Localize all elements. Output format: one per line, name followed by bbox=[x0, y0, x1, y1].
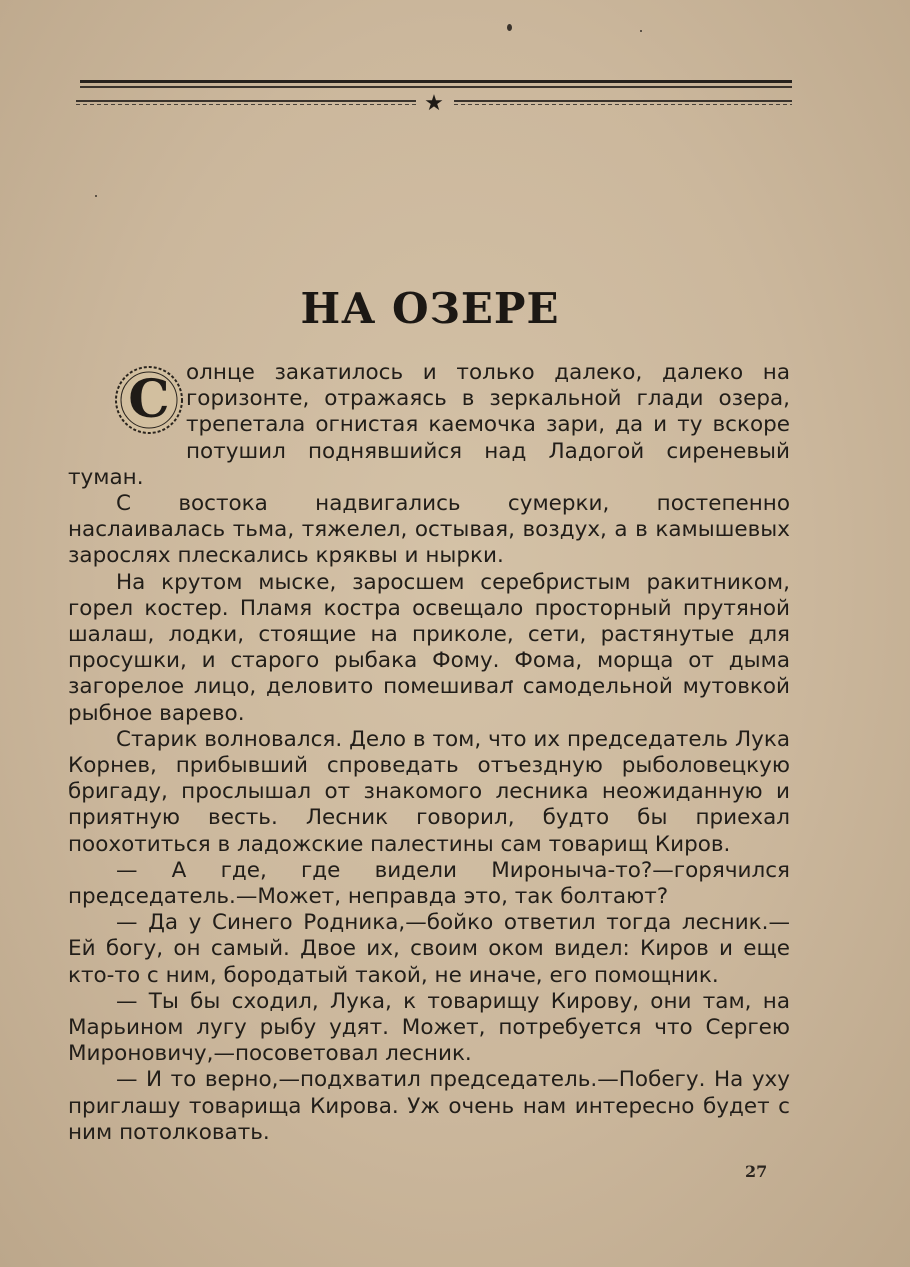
body-text bbox=[68, 360, 790, 1146]
paragraph: — А где, где видели Мироныча-то?—горячился председатель.—Может, неправда это, так болтают? bbox=[68, 857, 790, 910]
drop-cap-letter: С bbox=[128, 369, 170, 430]
paragraph: Старик волновался. Дело в том, что их председатель Лука Корнев, прибывший спроведать отъездную рыболовецкую бригаду, прослышал от знакомого лесника неожиданную и приятную весть. Лесник говорил, будто бы приехал поохотиться в ладожские палестины сам товарищ Киров. bbox=[68, 726, 790, 857]
header-rule-right bbox=[454, 100, 792, 102]
header-rule-dashed-right bbox=[454, 104, 792, 105]
ink-speck bbox=[507, 24, 512, 31]
page-number: 27 bbox=[745, 1162, 768, 1181]
ink-speck bbox=[640, 30, 642, 32]
paragraph: олнце закатилось и только далеко, далеко на горизонте, отражаясь в зеркальной глади озера, трепетала огнистая каемочка зари, да и ту вскоре потушил поднявшийся над Ладогой сиреневый туман. bbox=[68, 360, 790, 490]
paragraph: — Да у Синего Родника,—бойко ответил тогда лесник.—Ей богу, он самый. Двое их, своим оком видел: Киров и еще кто-то с ним, бородатый такой, не иначе, его помощник. bbox=[68, 910, 790, 988]
header-rule-left bbox=[76, 100, 416, 102]
paragraph: С востока надвигались сумерки, постепенно наслаивалась тьма, тяжелел, остывая, воздух, а в камышевых зарослях плескались кряквы и нырки. bbox=[68, 491, 790, 569]
header-rule-thin bbox=[80, 86, 792, 88]
header-rule-thick bbox=[80, 80, 792, 83]
paragraph: — Ты бы сходил, Лука, к товарищу Кирову, они там, на Марьином лугу рыбу удят. Может, потребуется что Сергею Мироновичу,—посоветовал лесник. bbox=[68, 988, 790, 1067]
paragraph: На крутом мыске, заросшем серебристым ракитником, горел костер. Пламя костра освещало просторный прутяной шалаш, лодки, стоящие на приколе, сети, растянутые для просушки, и старого рыбака Фому. Фома, морща от дыма загорелое лицо, деловито помешивал самодельной мутовкой рыбное варево. bbox=[68, 569, 790, 726]
ink-speck bbox=[95, 195, 97, 197]
chapter-title: НА ОЗЕРЕ bbox=[300, 284, 560, 333]
header-rule-dashed-left bbox=[76, 104, 416, 105]
paragraph: — И то верно,—подхватил председатель.—Побегу. На уху приглашу товарища Кирова. Уж очень нам интересно будет с ним потолковать. bbox=[68, 1067, 790, 1145]
star-icon: ★ bbox=[424, 91, 444, 116]
